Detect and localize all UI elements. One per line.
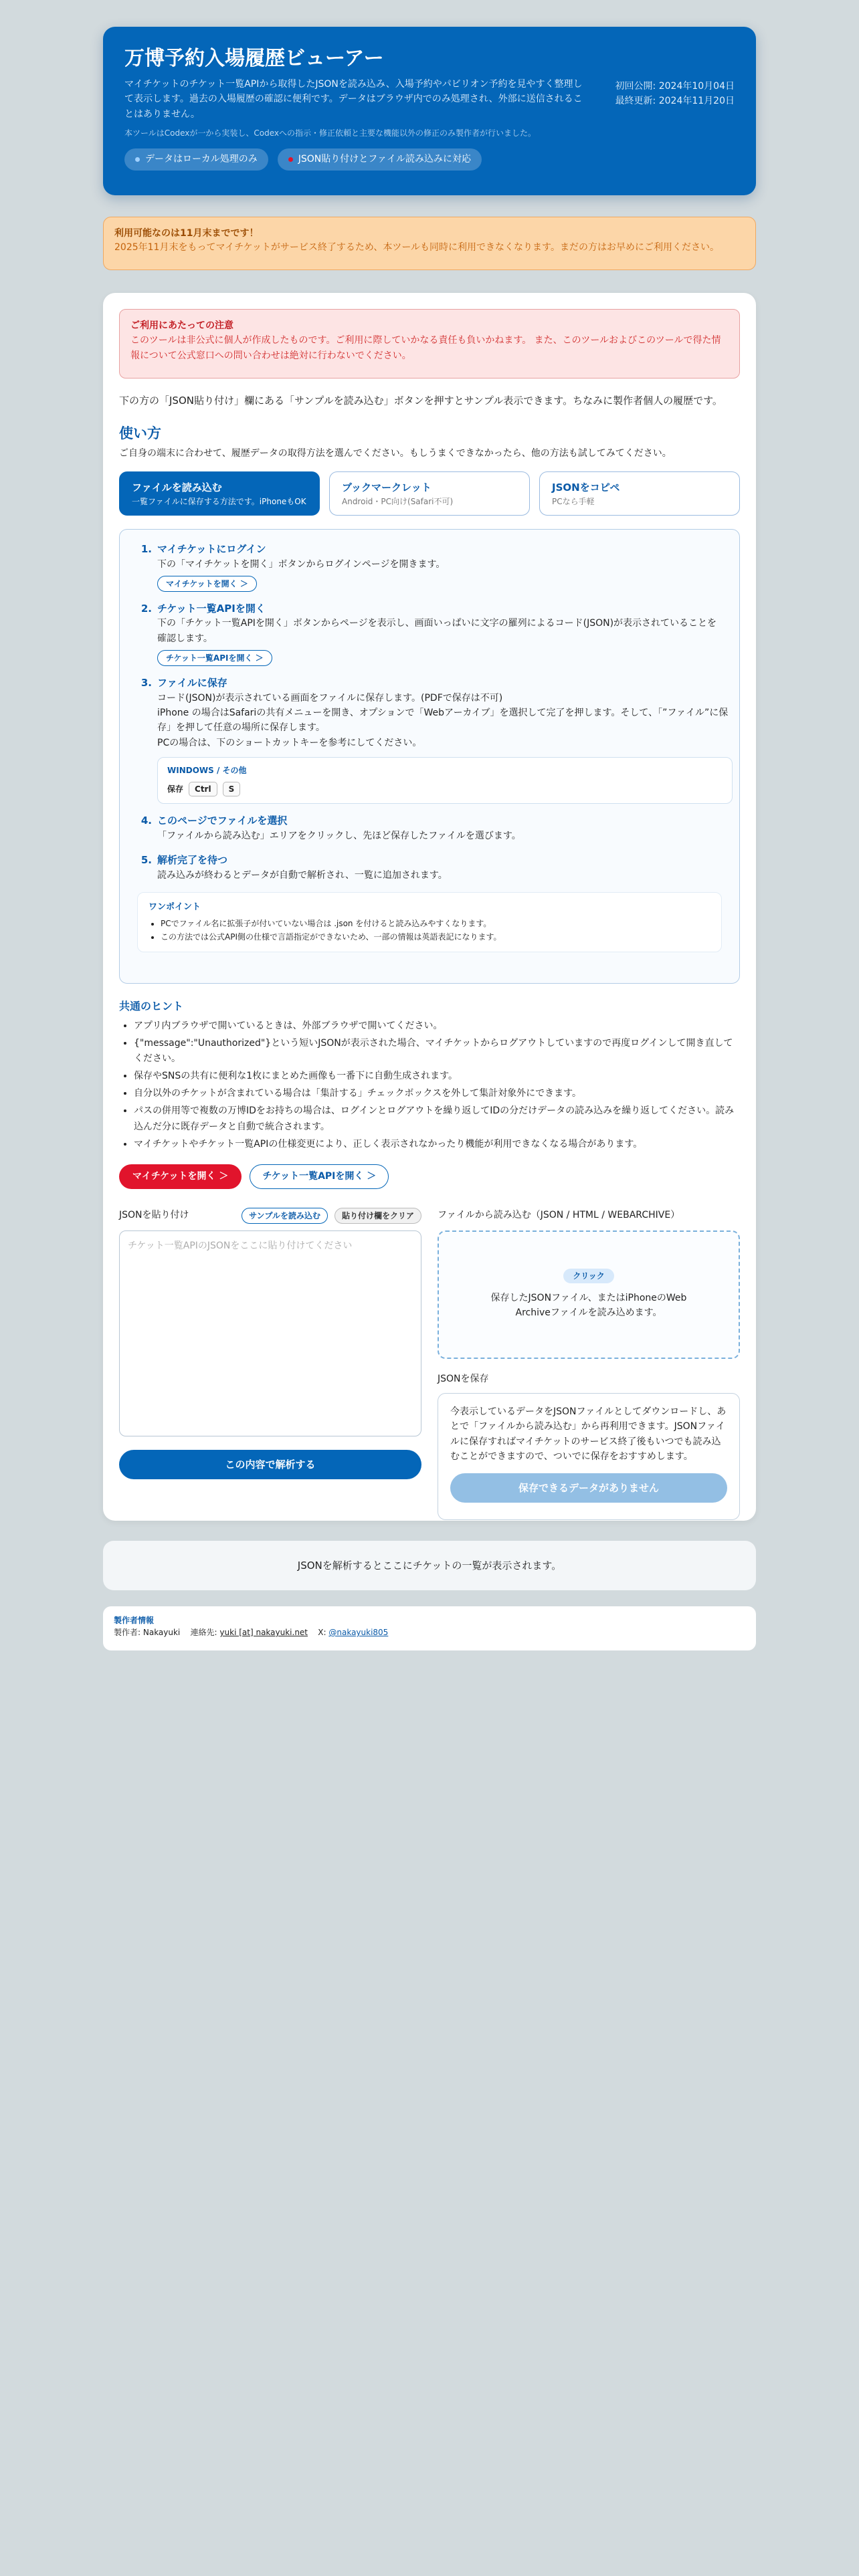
- tab-label: ファイルを読み込む: [132, 481, 222, 494]
- save-text: 今表示しているデータをJSONファイルとしてダウンロードし、あとで「ファイルから読み込む」から再利用できます。JSONファイルに保存すればマイチケットのサービス終了後もいつでも読み込むことができますので、ついでに保存をおすすめします。: [450, 1406, 727, 1462]
- list-item: • マイチケットやチケット一覧APIの仕様変更により、正しく表示されなかったり機能が利用できなくなる場合があります。: [134, 1137, 740, 1152]
- tab-file-load[interactable]: [119, 471, 320, 516]
- chip-label: データはローカル処理のみ: [145, 154, 258, 165]
- ticket-list-empty-state: JSONを解析するとここにチケットの一覧が表示されます。: [103, 1541, 756, 1590]
- last-updated: 最終更新: 2024年11月20日: [615, 96, 735, 107]
- intro-text: 下の方の「JSON貼り付け」欄にある「サンプルを読み込む」ボタンを押すとサンプル表示できます。ちなみに製作者個人の履歴です。: [119, 395, 723, 407]
- warning-title: 利用可能なのは11月末までです！: [114, 228, 259, 239]
- key-ctrl: Ctrl: [189, 782, 217, 796]
- tab-label: JSONをコピペ: [552, 481, 620, 494]
- list-item: • 自分以外のチケットが含まれている場合は「集計する」チェックボックスを外して集計対象外にできます。: [134, 1086, 740, 1101]
- step-title: チケット一覧APIを開く: [157, 602, 266, 615]
- step-item: [137, 601, 722, 666]
- contact-email: yuki [at] nakayuki.net: [219, 1628, 308, 1637]
- clear-paste-button[interactable]: 貼り付け欄をクリア: [335, 1208, 421, 1224]
- input-area: [119, 1206, 740, 1520]
- list-item: • この方法では公式API側の仕様で言語指定ができないため、一部の情報は英語表記になります。: [161, 930, 710, 944]
- open-api-pill[interactable]: チケット一覧APIを開く ＞: [157, 650, 272, 666]
- footer: [103, 1606, 756, 1650]
- step-text: 下の「マイチケットを開く」ボタンからログインページを開きます。: [157, 558, 446, 570]
- save-json-button[interactable]: 保存できるデータがありません: [450, 1473, 727, 1503]
- main-card: [103, 293, 756, 1521]
- step-title: 解析完了を待つ: [157, 854, 228, 867]
- step-item: [137, 853, 722, 883]
- step-item: [137, 813, 722, 843]
- tab-sub: Android・PC向け(Safari不可): [342, 496, 454, 506]
- caution-box: [119, 309, 740, 379]
- load-sample-button[interactable]: サンプルを読み込む: [242, 1208, 328, 1224]
- paste-label: JSONを貼り付け: [119, 1210, 189, 1221]
- onepoint-box: [137, 892, 722, 952]
- json-paste-textarea[interactable]: チケット一覧APIのJSONをここに貼り付けてください: [119, 1230, 421, 1436]
- step-number: 4.: [140, 815, 152, 827]
- save-label: JSONを保存: [438, 1373, 489, 1384]
- chip-label: JSON貼り付けとファイル読み込みに対応: [298, 154, 471, 165]
- hero-header: [103, 27, 756, 195]
- step-text: コード(JSON)が表示されている画面をファイルに保存します。(PDFで保存は不可): [157, 692, 503, 704]
- file-drop-zone[interactable]: [438, 1230, 740, 1359]
- list-item: • 保存やSNSの共有に便利な1枚にまとめた画像も一番下に自動生成されます。: [134, 1069, 740, 1084]
- step-number: 3.: [140, 677, 152, 689]
- step-number: 1.: [140, 543, 152, 555]
- open-myticket-pill[interactable]: マイチケットを開く ＞: [157, 576, 257, 592]
- step-text: 読み込みが終わるとデータが自動で解析され、一覧に追加されます。: [157, 869, 448, 881]
- tab-copy-paste[interactable]: [539, 471, 740, 516]
- hints-heading: 共通のヒント: [119, 1000, 184, 1012]
- caution-body: このツールは非公式に個人が作成したものです。ご利用に際していかなる責任も負いかねます。 また、このツールおよびこのツールで得た情報について公式窓口への問い合わせは絶対に行わないでください。: [130, 335, 721, 362]
- release-dates: [615, 79, 735, 109]
- x-label: X:: [318, 1628, 326, 1637]
- step-title: ファイルに保存: [157, 677, 227, 689]
- step-text: 下の「チケット一覧APIを開く」ボタンからページを表示し、画面いっぱいに文字の羅列によるコード(JSON)が表示されていることを確認します。: [157, 618, 717, 644]
- list-item: • アプリ内ブラウザで開いているときは、外部ブラウザで開いてください。: [134, 1018, 740, 1034]
- page-title: 万博予約入場履歴ビューアー: [124, 47, 384, 70]
- hero-description: マイチケットのチケット一覧APIから取得したJSONを読み込み、入場予約やパビリオン予約を見やすく整理して表示します。過去の入場履歴の確認に便利です。データはブラウザ内でのみ処理され、外部に送信されることはありません。: [124, 79, 583, 120]
- tab-sub: 一覧ファイルに保存する方法です。iPhoneもOK: [132, 496, 306, 506]
- local-processing-chip: [124, 148, 268, 171]
- contact-label: 連絡先:: [190, 1628, 217, 1637]
- list-item: • PCでファイル名に拡張子が付いていない場合は .json を付けると読み込みやすくなります。: [161, 917, 710, 930]
- tab-bookmarklet[interactable]: [329, 471, 530, 516]
- step-text: iPhone の場合はSafariの共有メニューを開き、オプションで「Webアーカイブ」を選択して完了を押します。そして、「”ファイル”に保存」を押して任意の場所に保存します。: [157, 708, 729, 734]
- step-text: 「ファイルから読み込む」エリアをクリックし、先ほど保存したファイルを選びます。: [157, 830, 521, 841]
- usage-sub: ご自身の端末に合わせて、履歴データの取得方法を選んでください。もしうまくできなかったら、他の方法も試してみてください。: [119, 448, 672, 459]
- list-item: • パスの併用等で複数の万博IDをお持ちの場合は、ログインとログアウトを繰り返してIDの分だけデータの読み込みを繰り返してください。読み込んだ分に既存データと自動で統合されます。: [134, 1103, 740, 1134]
- footer-title: 製作者情報: [114, 1616, 155, 1625]
- step-title: このページでファイルを選択: [157, 815, 288, 827]
- open-api-button[interactable]: チケット一覧APIを開く ＞: [250, 1164, 389, 1189]
- dot-icon: [135, 157, 140, 162]
- step-title: マイチケットにログイン: [157, 543, 266, 555]
- tab-sub: PCなら手軽: [552, 496, 595, 506]
- step-number: 2.: [140, 602, 152, 615]
- onepoint-title: ワンポイント: [149, 902, 201, 913]
- shortcut-box: [157, 757, 733, 804]
- method-tabs: [119, 471, 740, 516]
- steps-panel: [119, 529, 740, 984]
- footer-author: 製作者: Nakayuki: [114, 1628, 181, 1637]
- first-published: 初回公開: 2024年10月04日: [615, 81, 735, 92]
- json-support-chip: [278, 148, 482, 171]
- click-badge: クリック: [563, 1269, 614, 1283]
- usage-heading: 使い方: [119, 425, 161, 441]
- shortcut-title: WINDOWS / その他: [167, 766, 247, 776]
- save-box: [438, 1393, 740, 1520]
- step-item: [137, 542, 722, 592]
- analyze-button[interactable]: この内容で解析する: [119, 1450, 421, 1479]
- open-myticket-button[interactable]: マイチケットを開く ＞: [119, 1164, 242, 1189]
- drop-text: 保存したJSONファイル、またはiPhoneのWeb Archiveファイルを読み込めます。: [490, 1293, 687, 1318]
- hero-note: 本ツールはCodexが一から実装し、Codexへの指示・修正依頼と主要な機能以外の修正のみ製作者が行いました。: [124, 128, 536, 138]
- list-item: • {"message":"Unauthorized"}という短いJSONが表示された場合、マイチケットからログアウトしていますので再度ログインして開き直してください。: [134, 1036, 740, 1067]
- service-end-warning: [103, 217, 756, 270]
- x-link[interactable]: @nakayuki805: [328, 1628, 389, 1637]
- step-text: PCの場合は、下のショートカットキーを参考にしてください。: [157, 737, 422, 748]
- hints-list: [134, 1018, 740, 1152]
- file-load-label: ファイルから読み込む（JSON / HTML / WEBARCHIVE）: [438, 1210, 680, 1221]
- tab-label: ブックマークレット: [342, 481, 432, 494]
- step-item: [137, 675, 729, 804]
- warning-body: 2025年11月末をもってマイチケットがサービス終了するため、本ツールも同時に利用できなくなります。まだの方はお早めにご利用ください。: [114, 242, 719, 253]
- key-s: S: [223, 782, 241, 796]
- step-number: 5.: [140, 854, 152, 867]
- caution-title: ご利用にあたっての注意: [130, 320, 233, 331]
- shortcut-label: 保存: [167, 784, 184, 794]
- dot-icon: [288, 157, 293, 162]
